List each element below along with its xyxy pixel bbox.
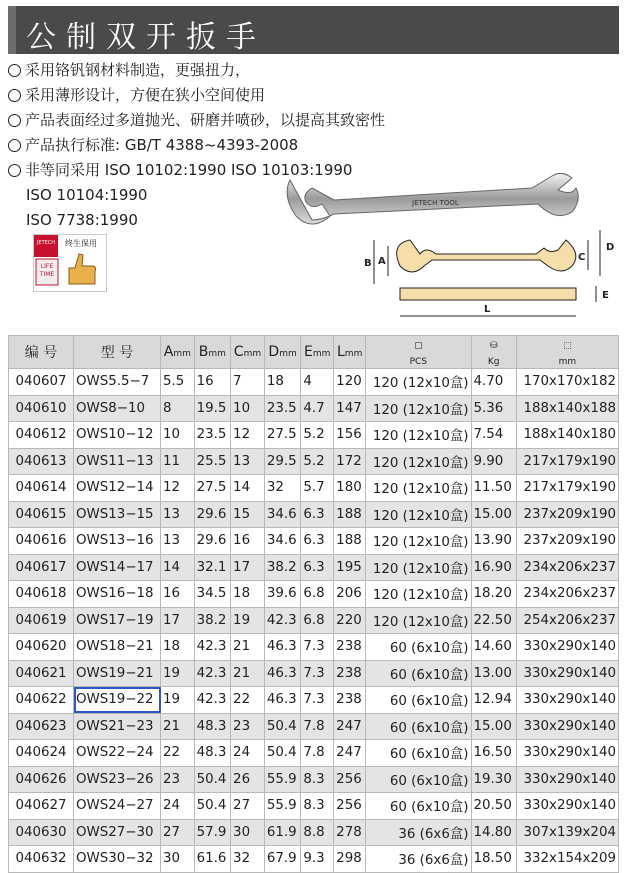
table-row — [9, 713, 619, 740]
cell-b: 50.4 — [194, 793, 230, 820]
cell-kg: 12.94 — [471, 687, 516, 714]
cell-pcs: 120 (12x10盒) — [366, 554, 471, 581]
cell-e: 7.3 — [301, 634, 334, 661]
box-icon: ▢ — [414, 341, 423, 351]
cell-size: 330x290x140 — [516, 687, 618, 714]
circle-bullet-icon — [8, 64, 21, 77]
header-c: Cmm — [231, 336, 265, 369]
cell-b: 34.5 — [194, 581, 230, 608]
cell-e: 5.2 — [301, 448, 334, 475]
cell-code: 040624 — [9, 740, 74, 767]
title-bar — [8, 6, 619, 54]
table-row — [9, 528, 619, 555]
cell-c: 22 — [231, 687, 265, 714]
cell-model[interactable]: OWS10−12 — [74, 422, 161, 449]
cell-e: 7.8 — [301, 740, 334, 767]
cell-code: 040622 — [9, 687, 74, 714]
header-kg: ⛁ Kg — [471, 336, 516, 369]
cell-b: 27.5 — [194, 475, 230, 502]
cell-b: 42.3 — [194, 634, 230, 661]
cell-model[interactable]: OWS19−22 — [74, 687, 161, 714]
spec-table — [8, 335, 619, 873]
circle-bullet-icon — [8, 114, 21, 127]
cell-b: 48.3 — [194, 713, 230, 740]
table-row — [9, 448, 619, 475]
cell-l: 247 — [334, 713, 366, 740]
cell-code: 040621 — [9, 660, 74, 687]
cell-l: 238 — [334, 660, 366, 687]
cell-pcs: 60 (6x10盒) — [366, 740, 471, 767]
diagram-label-a: A — [378, 256, 386, 267]
cell-d: 55.9 — [264, 766, 300, 793]
cell-size: 188x140x180 — [516, 422, 618, 449]
page-title: 公制双开扳手 — [26, 20, 266, 55]
cell-c: 16 — [231, 528, 265, 555]
cell-b: 29.6 — [194, 528, 230, 555]
cell-kg: 16.90 — [471, 554, 516, 581]
cell-kg: 5.36 — [471, 395, 516, 422]
cell-a: 8 — [161, 395, 195, 422]
cell-kg: 4.70 — [471, 369, 516, 396]
cell-size: 330x290x140 — [516, 740, 618, 767]
cell-d: 50.4 — [264, 740, 300, 767]
cell-a: 5.5 — [161, 369, 195, 396]
cell-pcs: 60 (6x10盒) — [366, 634, 471, 661]
cell-e: 6.3 — [301, 528, 334, 555]
diagram-label-l: L — [484, 304, 491, 315]
cell-b: 50.4 — [194, 766, 230, 793]
header-code: 编 号 — [9, 336, 74, 369]
circle-bullet-icon — [8, 164, 21, 177]
cell-d: 29.5 — [264, 448, 300, 475]
cell-l: 120 — [334, 369, 366, 396]
table-header-row — [9, 336, 619, 369]
wrench-marking: JETECH TOOL — [412, 199, 459, 207]
cell-model[interactable]: OWS17−19 — [74, 607, 161, 634]
cell-size: 170x170x182 — [516, 369, 618, 396]
cell-pcs: 120 (12x10盒) — [366, 501, 471, 528]
cell-d: 34.6 — [264, 501, 300, 528]
cell-pcs: 60 (6x10盒) — [366, 793, 471, 820]
cell-pcs: 36 (6x6盒) — [366, 846, 471, 873]
cell-size: 217x179x190 — [516, 475, 618, 502]
cell-kg: 18.20 — [471, 581, 516, 608]
title-accent — [8, 6, 16, 54]
cell-kg: 19.30 — [471, 766, 516, 793]
cell-code: 040607 — [9, 369, 74, 396]
cell-size: 237x209x190 — [516, 501, 618, 528]
diagram-label-d: D — [606, 242, 615, 253]
cell-pcs: 36 (6x6盒) — [366, 819, 471, 846]
feature-item-continued: ISO 10104:1990 — [26, 186, 148, 204]
table-row — [9, 475, 619, 502]
cell-e: 5.7 — [301, 475, 334, 502]
cell-b: 19.5 — [194, 395, 230, 422]
cell-pcs: 120 (12x10盒) — [366, 448, 471, 475]
cell-c: 30 — [231, 819, 265, 846]
cell-code: 040614 — [9, 475, 74, 502]
cell-c: 12 — [231, 422, 265, 449]
cell-pcs: 60 (6x10盒) — [366, 713, 471, 740]
cell-model[interactable]: OWS11−13 — [74, 448, 161, 475]
cell-size: 332x154x209 — [516, 846, 618, 873]
cell-l: 188 — [334, 501, 366, 528]
cell-d: 46.3 — [264, 634, 300, 661]
cell-l: 278 — [334, 819, 366, 846]
cell-model[interactable]: OWS21−23 — [74, 713, 161, 740]
cell-d: 46.3 — [264, 660, 300, 687]
cell-e: 8.8 — [301, 819, 334, 846]
cell-d: 32 — [264, 475, 300, 502]
header-l: Lmm — [334, 336, 366, 369]
cell-model[interactable]: OWS13−15 — [74, 501, 161, 528]
table-row — [9, 369, 619, 396]
cell-l: 238 — [334, 634, 366, 661]
cell-a: 24 — [161, 793, 195, 820]
cell-d: 50.4 — [264, 713, 300, 740]
diagram-label-e: E — [602, 290, 609, 301]
cell-size: 330x290x140 — [516, 766, 618, 793]
cell-c: 18 — [231, 581, 265, 608]
cell-size: 237x209x190 — [516, 528, 618, 555]
cell-l: 172 — [334, 448, 366, 475]
cell-model[interactable]: OWS22−24 — [74, 740, 161, 767]
cell-code: 040626 — [9, 766, 74, 793]
cell-size: 330x290x140 — [516, 793, 618, 820]
table-row — [9, 687, 619, 714]
cell-b: 38.2 — [194, 607, 230, 634]
badge-text: 终生保用 — [65, 239, 97, 248]
cell-c: 21 — [231, 634, 265, 661]
cell-a: 30 — [161, 846, 195, 873]
table-row — [9, 660, 619, 687]
cell-c: 14 — [231, 475, 265, 502]
cell-d: 61.9 — [264, 819, 300, 846]
cell-kg: 13.00 — [471, 660, 516, 687]
cell-model[interactable]: OWS5.5−7 — [74, 369, 161, 396]
feature-item: 采用薄形设计，方便在狭小空间使用 — [8, 83, 428, 108]
cell-model[interactable]: OWS23−26 — [74, 766, 161, 793]
cell-d: 38.2 — [264, 554, 300, 581]
cell-a: 12 — [161, 475, 195, 502]
cell-code: 040620 — [9, 634, 74, 661]
cell-a: 27 — [161, 819, 195, 846]
cell-size: 217x179x190 — [516, 448, 618, 475]
cell-kg: 14.60 — [471, 634, 516, 661]
cell-a: 18 — [161, 634, 195, 661]
cell-b: 32.1 — [194, 554, 230, 581]
cell-code: 040612 — [9, 422, 74, 449]
cell-code: 040630 — [9, 819, 74, 846]
cell-e: 7.3 — [301, 660, 334, 687]
cell-e: 9.3 — [301, 846, 334, 873]
header-e: Emm — [301, 336, 334, 369]
cell-code: 040615 — [9, 501, 74, 528]
cell-model[interactable]: OWS24−27 — [74, 793, 161, 820]
cell-e: 6.8 — [301, 607, 334, 634]
circle-bullet-icon — [8, 139, 21, 152]
header-d: Dmm — [264, 336, 300, 369]
cell-d: 34.6 — [264, 528, 300, 555]
cell-l: 195 — [334, 554, 366, 581]
cell-code: 040617 — [9, 554, 74, 581]
cell-a: 11 — [161, 448, 195, 475]
cell-b: 48.3 — [194, 740, 230, 767]
cell-kg: 18.50 — [471, 846, 516, 873]
cell-code: 040619 — [9, 607, 74, 634]
cell-c: 32 — [231, 846, 265, 873]
table-row — [9, 607, 619, 634]
cell-code: 040618 — [9, 581, 74, 608]
cell-b: 61.6 — [194, 846, 230, 873]
cell-a: 10 — [161, 422, 195, 449]
cell-c: 13 — [231, 448, 265, 475]
cell-l: 220 — [334, 607, 366, 634]
cell-code: 040616 — [9, 528, 74, 555]
cell-a: 16 — [161, 581, 195, 608]
diagram-label-b: B — [364, 258, 372, 269]
cell-size: 330x290x140 — [516, 634, 618, 661]
cell-pcs: 120 (12x10盒) — [366, 607, 471, 634]
table-row — [9, 581, 619, 608]
cell-size: 234x206x237 — [516, 581, 618, 608]
cell-size: 330x290x140 — [516, 713, 618, 740]
cell-d: 27.5 — [264, 422, 300, 449]
table-row — [9, 846, 619, 873]
cell-model[interactable]: OWS30−32 — [74, 846, 161, 873]
weight-icon: ⛁ — [489, 341, 498, 351]
cell-l: 206 — [334, 581, 366, 608]
table-row — [9, 554, 619, 581]
cell-c: 15 — [231, 501, 265, 528]
cell-kg: 16.50 — [471, 740, 516, 767]
badge-time: TIME — [39, 271, 55, 278]
cell-e: 6.3 — [301, 501, 334, 528]
cell-b: 42.3 — [194, 660, 230, 687]
cell-l: 147 — [334, 395, 366, 422]
cell-kg: 7.54 — [471, 422, 516, 449]
cell-size: 254x206x237 — [516, 607, 618, 634]
cell-d: 55.9 — [264, 793, 300, 820]
cell-pcs: 120 (12x10盒) — [366, 475, 471, 502]
cell-l: 298 — [334, 846, 366, 873]
header-model: 型 号 — [74, 336, 161, 369]
cell-d: 23.5 — [264, 395, 300, 422]
cell-model[interactable]: OWS16−18 — [74, 581, 161, 608]
cell-code: 040623 — [9, 713, 74, 740]
cell-code: 040610 — [9, 395, 74, 422]
cell-l: 188 — [334, 528, 366, 555]
table-row — [9, 422, 619, 449]
carton-icon: ⬚ — [563, 341, 572, 351]
table-row — [9, 793, 619, 820]
cell-l: 247 — [334, 740, 366, 767]
feature-item: 产品表面经过多道抛光、研磨并喷砂，以提高其致密性 — [8, 108, 428, 133]
cell-a: 17 — [161, 607, 195, 634]
cell-d: 18 — [264, 369, 300, 396]
cell-model[interactable]: OWS13−16 — [74, 528, 161, 555]
cell-c: 21 — [231, 660, 265, 687]
table-row — [9, 740, 619, 767]
cell-code: 040632 — [9, 846, 74, 873]
cell-d: 67.9 — [264, 846, 300, 873]
cell-b: 29.6 — [194, 501, 230, 528]
cell-a: 13 — [161, 528, 195, 555]
feature-item: 产品执行标准: GB/T 4388~4393-2008 — [8, 133, 428, 158]
feature-item-continued: ISO 7738:1990 — [26, 211, 138, 229]
cell-c: 7 — [231, 369, 265, 396]
cell-e: 4.7 — [301, 395, 334, 422]
cell-c: 23 — [231, 713, 265, 740]
cell-pcs: 60 (6x10盒) — [366, 660, 471, 687]
cell-b: 23.5 — [194, 422, 230, 449]
circle-bullet-icon — [8, 89, 21, 102]
cell-e: 6.8 — [301, 581, 334, 608]
cell-a: 19 — [161, 660, 195, 687]
cell-kg: 15.00 — [471, 501, 516, 528]
cell-d: 42.3 — [264, 607, 300, 634]
cell-kg: 15.00 — [471, 713, 516, 740]
cell-pcs: 120 (12x10盒) — [366, 528, 471, 555]
header-b: Bmm — [194, 336, 230, 369]
cell-e: 7.8 — [301, 713, 334, 740]
cell-model[interactable]: OWS18−21 — [74, 634, 161, 661]
cell-a: 22 — [161, 740, 195, 767]
cell-kg: 20.50 — [471, 793, 516, 820]
cell-e: 8.3 — [301, 793, 334, 820]
cell-b: 16 — [194, 369, 230, 396]
cell-pcs: 60 (6x10盒) — [366, 687, 471, 714]
cell-d: 39.6 — [264, 581, 300, 608]
cell-kg: 14.80 — [471, 819, 516, 846]
badge-brand: JETECH — [36, 240, 56, 246]
diagram-label-c: C — [578, 252, 586, 263]
cell-e: 6.3 — [301, 554, 334, 581]
cell-kg: 9.90 — [471, 448, 516, 475]
feature-item: 采用铬钒钢材料制造，更强扭力， — [8, 58, 428, 83]
cell-l: 156 — [334, 422, 366, 449]
cell-c: 24 — [231, 740, 265, 767]
cell-kg: 13.90 — [471, 528, 516, 555]
dimension-diagram — [360, 220, 622, 332]
header-size: ⬚ mm — [516, 336, 618, 369]
cell-c: 27 — [231, 793, 265, 820]
cell-l: 256 — [334, 793, 366, 820]
cell-e: 8.3 — [301, 766, 334, 793]
cell-d: 46.3 — [264, 687, 300, 714]
cell-size: 307x139x204 — [516, 819, 618, 846]
cell-model[interactable]: OWS8−10 — [74, 395, 161, 422]
cell-l: 238 — [334, 687, 366, 714]
cell-c: 17 — [231, 554, 265, 581]
table-row — [9, 634, 619, 661]
cell-pcs: 120 (12x10盒) — [366, 581, 471, 608]
cell-pcs: 60 (6x10盒) — [366, 766, 471, 793]
cell-code: 040613 — [9, 448, 74, 475]
cell-size: 330x290x140 — [516, 660, 618, 687]
table-body — [9, 369, 619, 873]
cell-pcs: 120 (12x10盒) — [366, 395, 471, 422]
cell-b: 42.3 — [194, 687, 230, 714]
cell-e: 5.2 — [301, 422, 334, 449]
cell-model[interactable]: OWS27−30 — [74, 819, 161, 846]
cell-pcs: 120 (12x10盒) — [366, 369, 471, 396]
cell-size: 234x206x237 — [516, 554, 618, 581]
cell-b: 25.5 — [194, 448, 230, 475]
cell-model[interactable]: OWS19−21 — [74, 660, 161, 687]
badge-life: LIFE — [40, 263, 54, 270]
cell-c: 26 — [231, 766, 265, 793]
cell-e: 7.3 — [301, 687, 334, 714]
cell-c: 10 — [231, 395, 265, 422]
table-row — [9, 501, 619, 528]
cell-a: 23 — [161, 766, 195, 793]
cell-kg: 11.50 — [471, 475, 516, 502]
lifetime-warranty-badge — [33, 234, 107, 292]
cell-model[interactable]: OWS12−14 — [74, 475, 161, 502]
header-pcs: ▢ PCS — [366, 336, 471, 369]
cell-b: 57.9 — [194, 819, 230, 846]
cell-l: 180 — [334, 475, 366, 502]
cell-a: 19 — [161, 687, 195, 714]
table-row — [9, 766, 619, 793]
cell-e: 4 — [301, 369, 334, 396]
cell-a: 21 — [161, 713, 195, 740]
cell-pcs: 120 (12x10盒) — [366, 422, 471, 449]
cell-code: 040627 — [9, 793, 74, 820]
cell-a: 13 — [161, 501, 195, 528]
cell-model[interactable]: OWS14−17 — [74, 554, 161, 581]
cell-c: 19 — [231, 607, 265, 634]
table-row — [9, 819, 619, 846]
cell-kg: 22.50 — [471, 607, 516, 634]
header-a: Amm — [161, 336, 195, 369]
cell-size: 188x140x188 — [516, 395, 618, 422]
cell-l: 256 — [334, 766, 366, 793]
feature-item: 非等同采用 ISO 10102:1990 ISO 10103:1990 — [8, 158, 428, 183]
table-row — [9, 395, 619, 422]
cell-a: 14 — [161, 554, 195, 581]
